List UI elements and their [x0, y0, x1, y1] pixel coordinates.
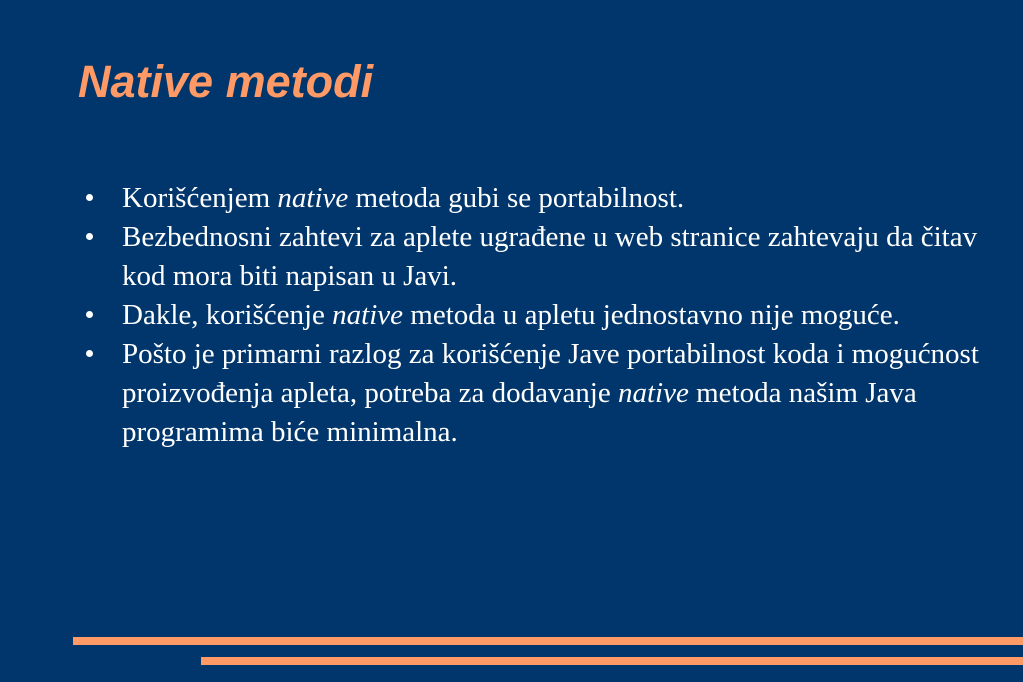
slide-title: Native metodi: [78, 56, 374, 107]
bullet-text-segment-italic: native: [277, 182, 349, 214]
bullet-text-segment-italic: native: [618, 377, 689, 409]
decorative-rule-top: [73, 637, 1023, 645]
decorative-rule-bottom: [201, 657, 1023, 665]
bullet-item: [84, 296, 984, 335]
bullet-list: [84, 179, 984, 452]
bullet-text-segment: metoda u apletu jednostavno nije moguće.: [403, 299, 900, 331]
bullet-item: [84, 218, 984, 296]
bullet-text-segment: Korišćenjem: [122, 182, 278, 214]
bullet-text-segment: Dakle, korišćenje: [122, 299, 333, 331]
bullet-item: [84, 179, 984, 218]
bullet-dot-icon: [86, 233, 93, 240]
bullet-text-segment: Pošto je primarni razlog za korišćenje Jave portabilnost koda i mogućnost proizvođenja apleta, potreba za dodavanje: [122, 338, 979, 409]
bullet-dot-icon: [86, 311, 93, 318]
bullet-text-segment-italic: native: [332, 299, 404, 331]
bullet-text-segment: metoda gubi se portabilnost.: [348, 182, 685, 214]
bullet-item: [84, 335, 984, 452]
bullet-text-segment: metoda našim Java programima biće minimalna.: [122, 377, 917, 448]
bullet-text-segment: Bezbednosni zahtevi za aplete ugrađene u web stranice zahtevaju da čitav kod mora biti napisan u Javi.: [122, 221, 978, 292]
bullet-dot-icon: [86, 350, 93, 357]
bullet-dot-icon: [86, 194, 93, 201]
